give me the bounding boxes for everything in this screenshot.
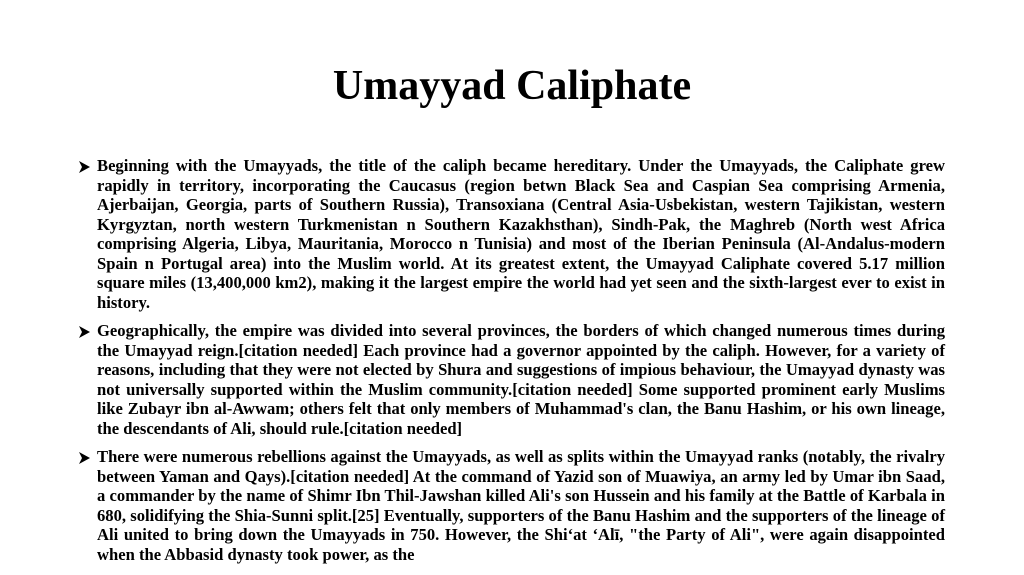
bullet-text: There were numerous rebellions against the Umayyads, as well as splits within the Umayyad ranks (notably, the rivalry between Yaman and Qays).[citation needed] At the command of Yazid son of Muawiya, an army led by Umar ibn Saad, a commander by the name of Shimr Ibn Thil-Jawshan killed Ali's son Hussein and his family at the Battle of Karbala in 680, solidifying the Shia-Sunni split.[25] Eventually, supporters of the Banu Hashim and the supporters of the lineage of Ali united to bring down the Umayyads in 750. However, the Shi‘at ‘Alī, "the Party of Ali", were again disappointed when the Abbasid dynasty took power, as the: [97, 447, 945, 564]
bullet-list: [78, 156, 945, 573]
slide-title: Umayyad Caliphate: [332, 63, 692, 109]
bullet-text: Geographically, the empire was divided into several provinces, the borders of which changed numerous times during the Umayyad reign.[citation needed] Each province had a governor appointed by the caliph. However, for a variety of reasons, including that they were not elected by Shura and suggestions of impious behaviour, the Umayyad dynasty was not universally supported within the Muslim community.[citation needed] Some supported prominent early Muslims like Zubayr ibn al-Awwam; others felt that only members of Muhammad's clan, the Banu Hashim, or his own lineage, the descendants of Ali, should rule.[citation needed]: [97, 321, 945, 438]
bullet-item: [78, 321, 945, 438]
bullet-item: [78, 447, 945, 564]
bullet-text: Beginning with the Umayyads, the title of the caliph became hereditary. Under the Umayyads, the Caliphate grew rapidly in territory, incorporating the Caucasus (region betwn Black Sea and Caspian Sea comprising Armenia, Ajerbaijan, Georgia, parts of Southern Russia), Transoxiana (Central Asia-Usbekistan, western Tajikistan, western Kyrgyztan, north western Turkmenistan n Southern Kazakhsthan), Sindh-Pak, the Maghreb (North west Africa comprising Algeria, Libya, Mauritania, Morocco n Tunisia) and most of the Iberian Peninsula (Al-Andalus-modern Spain n Portugal area) into the Muslim world. At its greatest extent, the Umayyad Caliphate covered 5.17 million square miles (13,400,000 km2), making it the largest empire the world had yet seen and the sixth-largest ever to exist in history.: [97, 156, 945, 312]
arrowhead-bullet-icon: [78, 156, 97, 177]
bullet-item: [78, 156, 945, 312]
arrowhead-bullet-icon: [78, 321, 97, 342]
arrowhead-bullet-icon: [78, 447, 97, 468]
